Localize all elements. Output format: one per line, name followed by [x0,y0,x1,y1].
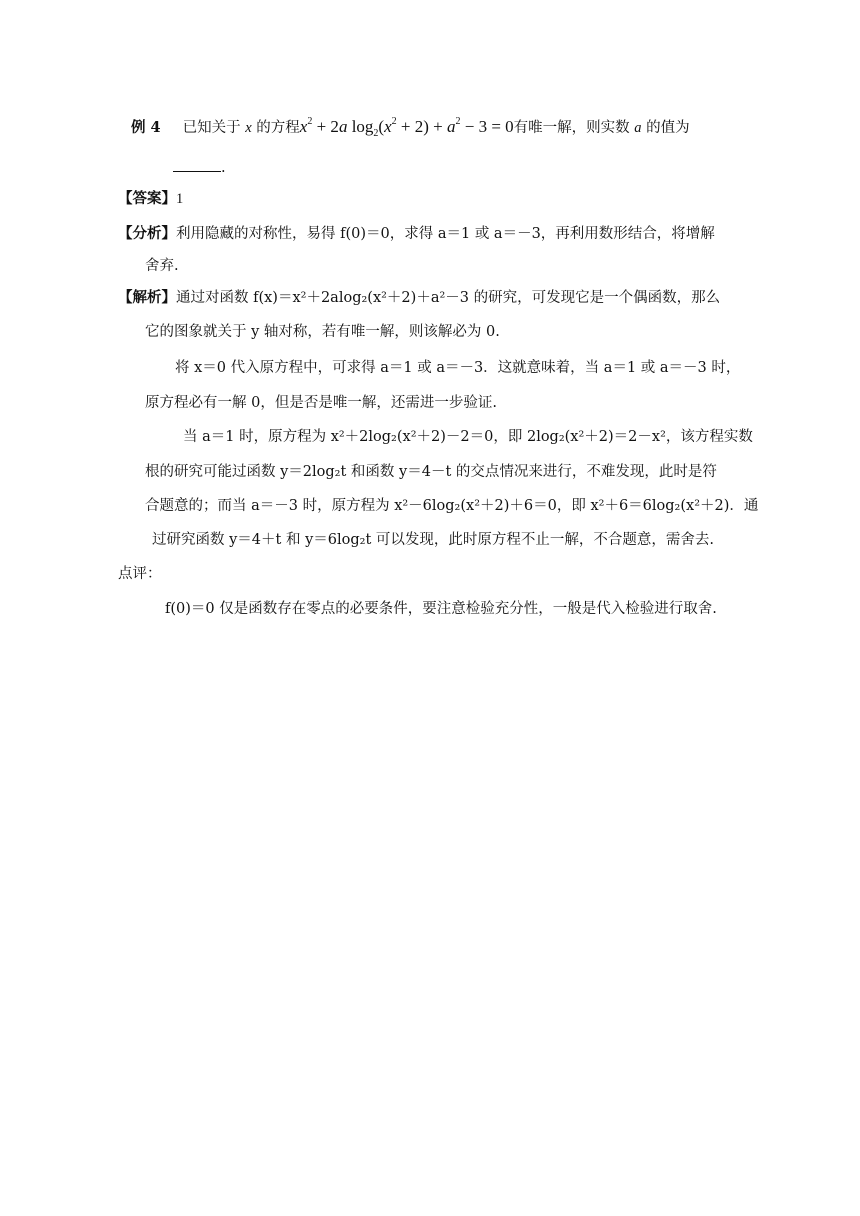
solution-line-8 [152,530,714,550]
question-prefix: 已知关于 [182,120,241,136]
solution-line-6 [145,462,717,482]
analysis-label: 【分析】 [118,225,176,242]
answer-line [118,189,183,209]
equation: $x^2 + 2a$ $\log_2(x^2 + 2) + a^2 - 3 = 0$ [299,116,514,139]
comment-line-1 [165,599,717,619]
comment-label-line [118,564,162,584]
solution-text-4: 原方程必有一解 0，但是否是唯一解，还需进一步验证. [145,395,497,411]
solution-text-8: 过研究函数 y＝4＋t 和 y＝6log₂t 可以发现，此时原方程不止一解，不合题意，需舍去. [152,532,714,548]
answer-value: 1 [176,191,184,207]
solution-text-1: 通过对函数 f(x)＝x²＋2alog₂(x²＋2)＋a²－3 的研究，可发现它是一个偶函数，那么 [176,290,721,306]
comment-label: 点评： [118,566,162,582]
question-mid: 的方程 [256,120,300,136]
analysis-text-1: 利用隐藏的对称性，易得 f(0)＝0，求得 a＝1 或 a＝－3，再利用数形结合，将增解 [176,226,715,242]
analysis-text-2: 舍弃. [145,258,179,274]
solution-line-4 [145,393,497,413]
solution-text-3: 将 x＝0 代入原方程中，可求得 a＝1 或 a＝－3．这就意味着，当 a＝1 或 a＝－3 时， [175,360,741,376]
solution-line-1 [118,288,720,308]
solution-text-2: 它的图象就关于 y 轴对称，若有唯一解，则该解必为 0. [145,324,500,340]
solution-line-3 [175,358,740,378]
analysis-line-2 [145,256,179,276]
var-x: x [245,120,252,136]
solution-text-6: 根的研究可能过函数 y＝2log₂t 和函数 y＝4－t 的交点情况来进行，不难发现，此时是符 [145,464,717,480]
example-label: 例 4 [131,119,161,136]
blank-period: . [221,160,226,176]
example-question [131,117,690,138]
answer-blank [173,158,226,178]
question-end: 的值为 [646,120,690,136]
var-a: a [634,120,642,136]
comment-text-1: f(0)＝0 仅是函数存在零点的必要条件，要注意检验充分性，一般是代入检验进行取舍. [165,601,717,617]
solution-text-7: 合题意的；而当 a＝－3 时，原方程为 x²－6log₂(x²＋2)＋6＝0，即 x²＋6＝6log₂(x²＋2)．通 [145,498,759,514]
answer-label: 【答案】 [118,190,176,207]
question-tail: 有唯一解，则实数 [513,120,630,136]
analysis-line-1 [118,224,715,244]
solution-line-7 [145,496,758,516]
solution-label: 【解析】 [118,289,176,306]
solution-line-2 [145,322,500,342]
solution-line-5 [183,427,753,447]
solution-text-5: 当 a＝1 时，原方程为 x²＋2log₂(x²＋2)－2＝0，即 2log₂(x²＋2)＝2－x²，该方程实数 [183,429,753,445]
blank-line [173,158,221,172]
